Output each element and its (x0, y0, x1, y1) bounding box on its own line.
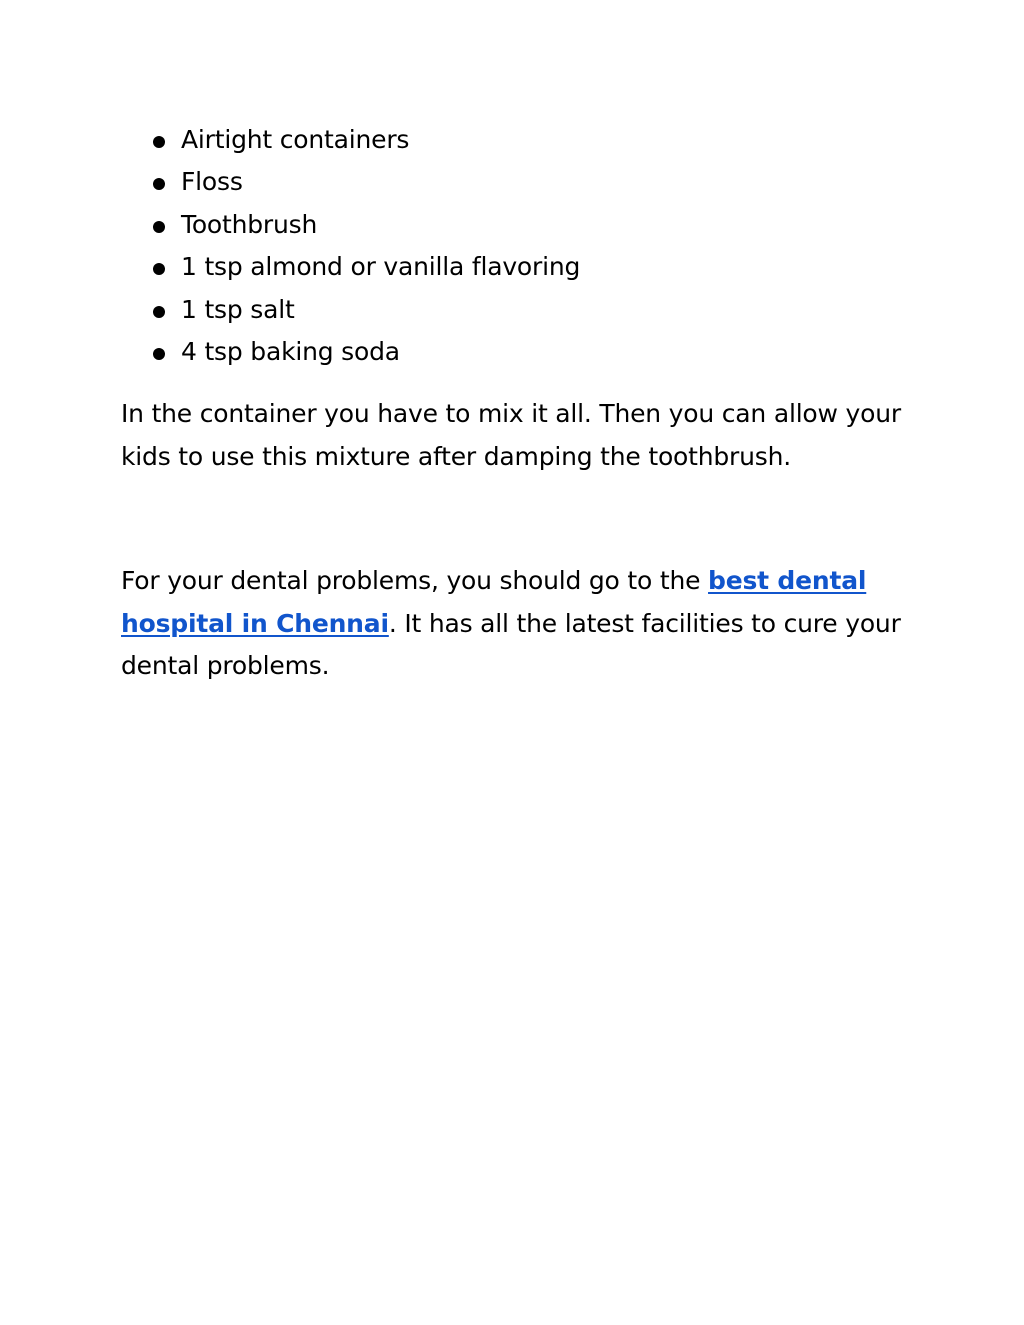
list-item-text: 4 tsp baking soda (181, 336, 400, 366)
referral-text-after-link: . It has all the latest facilities to cure your dental problems. (121, 608, 901, 680)
bullet-icon (153, 136, 165, 148)
bullet-icon (153, 306, 165, 318)
referral-paragraph (121, 560, 901, 688)
list-item-text: Toothbrush (181, 209, 318, 239)
list-item-text: Airtight containers (181, 125, 410, 154)
list-item-text: 1 tsp salt (181, 294, 295, 324)
bullet-icon (153, 221, 165, 233)
bullet-icon (153, 348, 165, 360)
bullet-icon (153, 263, 165, 275)
list-item-text: Floss (181, 167, 243, 197)
list-item-text: 1 tsp almond or vanilla flavoring (181, 252, 581, 282)
mix-instructions-paragraph: In the container you have to mix it all. Then you can allow your kids to use this mixture after damping the toothbrush. (121, 399, 901, 471)
referral-text-before-link: For your dental problems, you should go to the (121, 566, 709, 595)
dental-hospital-link[interactable]: best dental hospital in Chennai (121, 566, 867, 638)
bullet-icon (153, 178, 165, 190)
